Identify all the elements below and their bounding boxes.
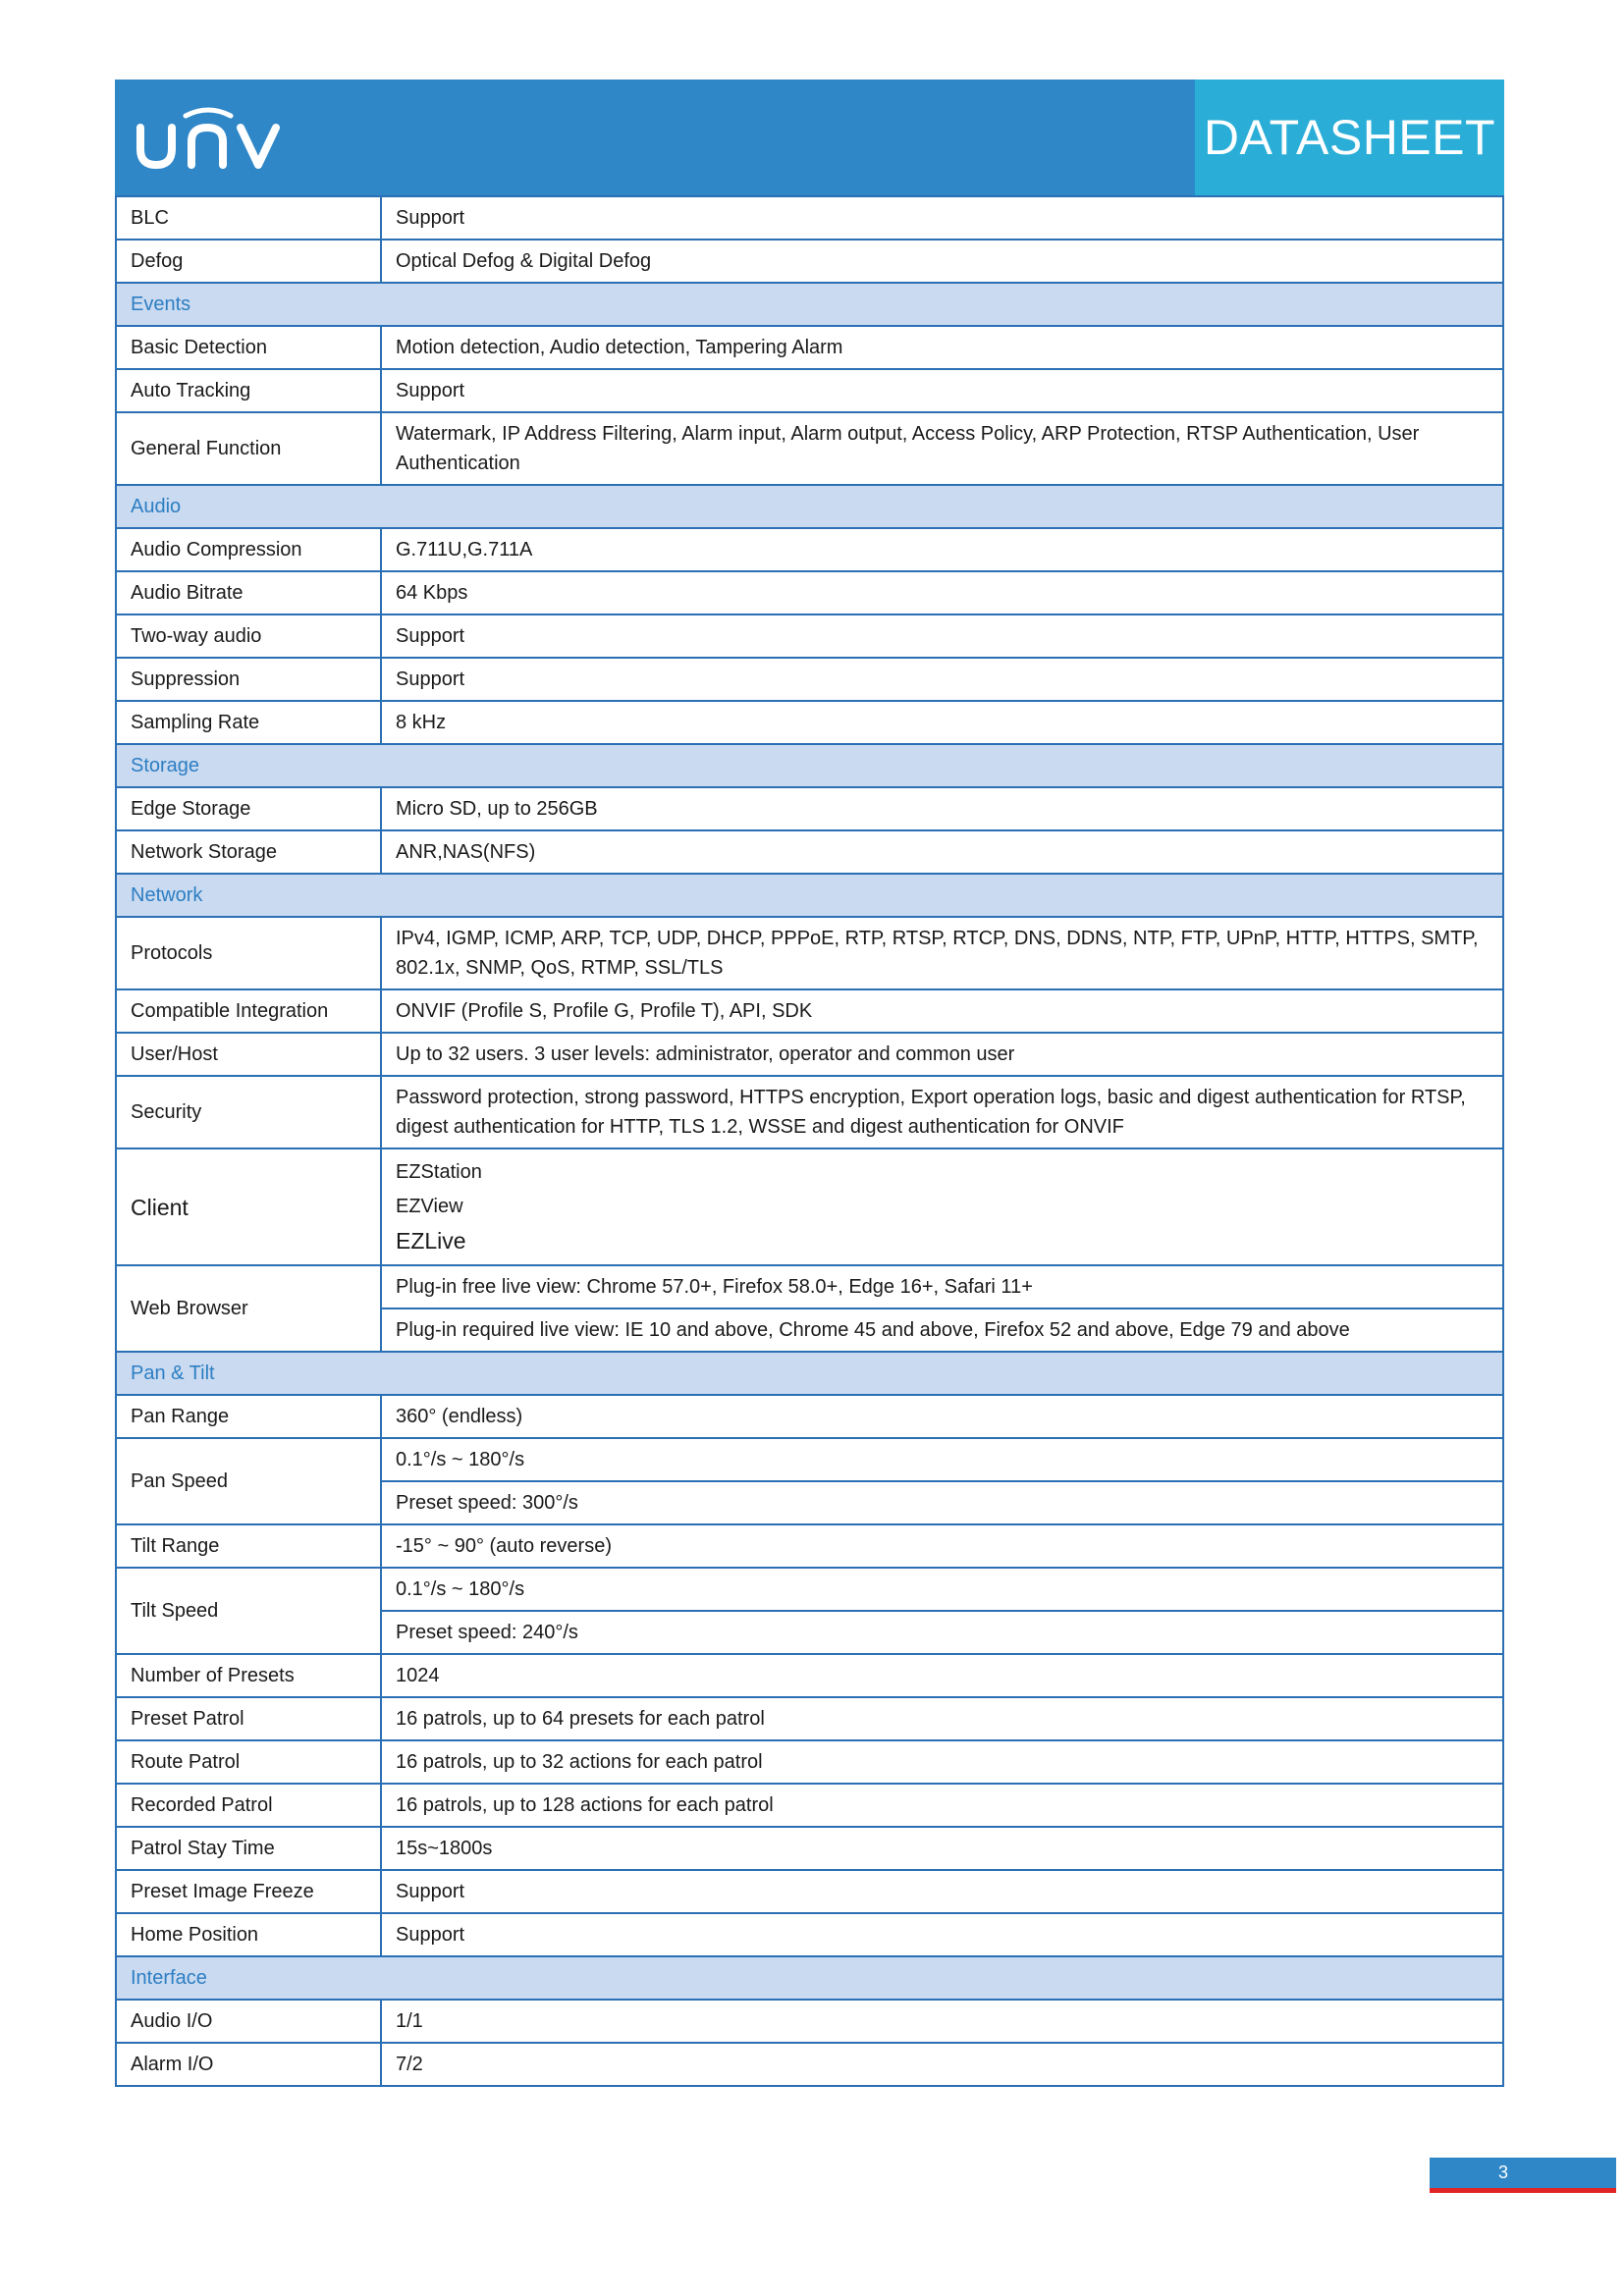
- table-row: [116, 571, 1503, 614]
- row-label: User/Host: [116, 1033, 381, 1076]
- row-label: Alarm I/O: [116, 2043, 381, 2086]
- row-label: Audio Compression: [116, 528, 381, 571]
- row-label: Patrol Stay Time: [116, 1827, 381, 1870]
- row-label: Security: [116, 1076, 381, 1148]
- section-header-interface: [116, 1956, 1503, 2000]
- page-number: 3: [1430, 2158, 1616, 2193]
- table-row: [116, 1033, 1503, 1076]
- row-label: Two-way audio: [116, 614, 381, 658]
- row-value: [381, 1148, 1503, 1265]
- table-row: [116, 1913, 1503, 1956]
- row-value: 0.1°/s ~ 180°/s: [381, 1438, 1503, 1481]
- row-value: Preset speed: 300°/s: [381, 1481, 1503, 1524]
- spec-table: [115, 195, 1504, 2087]
- table-row: [116, 614, 1503, 658]
- row-value: -15° ~ 90° (auto reverse): [381, 1524, 1503, 1568]
- table-row: [116, 701, 1503, 744]
- row-value: Preset speed: 240°/s: [381, 1611, 1503, 1654]
- row-value: ONVIF (Profile S, Profile G, Profile T), API, SDK: [381, 989, 1503, 1033]
- section-header-pan-tilt: [116, 1352, 1503, 1395]
- table-row: [116, 830, 1503, 874]
- row-value: Support: [381, 614, 1503, 658]
- table-row: [116, 1740, 1503, 1784]
- row-value: Password protection, strong password, HTTPS encryption, Export operation logs, basic and digest authentication for RTSP, digest authentication for HTTP, TLS 1.2, WSSE and digest authentication for ONVIF: [381, 1076, 1503, 1148]
- table-row: [116, 1148, 1503, 1265]
- section-title: Pan & Tilt: [116, 1352, 1503, 1395]
- table-row: [116, 989, 1503, 1033]
- table-row: [116, 787, 1503, 830]
- datasheet-header: [115, 80, 1504, 195]
- row-label: Number of Presets: [116, 1654, 381, 1697]
- row-value: 16 patrols, up to 128 actions for each patrol: [381, 1784, 1503, 1827]
- row-value: Motion detection, Audio detection, Tampering Alarm: [381, 326, 1503, 369]
- row-label: Pan Range: [116, 1395, 381, 1438]
- row-value: 8 kHz: [381, 701, 1503, 744]
- row-value: Support: [381, 1913, 1503, 1956]
- row-label: Network Storage: [116, 830, 381, 874]
- table-row: [116, 1784, 1503, 1827]
- table-row: [116, 1827, 1503, 1870]
- row-value: ANR,NAS(NFS): [381, 830, 1503, 874]
- row-label: Auto Tracking: [116, 369, 381, 412]
- row-value: Plug-in free live view: Chrome 57.0+, Firefox 58.0+, Edge 16+, Safari 11+: [381, 1265, 1503, 1308]
- row-label: Recorded Patrol: [116, 1784, 381, 1827]
- row-value: G.711U,G.711A: [381, 528, 1503, 571]
- row-value: 7/2: [381, 2043, 1503, 2086]
- row-label: Compatible Integration: [116, 989, 381, 1033]
- row-value: Support: [381, 658, 1503, 701]
- row-value: Support: [381, 196, 1503, 240]
- table-row: [116, 658, 1503, 701]
- row-label: Audio Bitrate: [116, 571, 381, 614]
- row-label: Defog: [116, 240, 381, 283]
- row-label: Suppression: [116, 658, 381, 701]
- row-label: Audio I/O: [116, 2000, 381, 2043]
- row-label: Client: [116, 1148, 381, 1265]
- row-label: BLC: [116, 196, 381, 240]
- row-value: 16 patrols, up to 32 actions for each patrol: [381, 1740, 1503, 1784]
- section-header-network: [116, 874, 1503, 917]
- section-title: Interface: [116, 1956, 1503, 2000]
- row-value: Up to 32 users. 3 user levels: administrator, operator and common user: [381, 1033, 1503, 1076]
- section-header-storage: [116, 744, 1503, 787]
- table-row: [116, 1395, 1503, 1438]
- row-value: Micro SD, up to 256GB: [381, 787, 1503, 830]
- table-row: [116, 196, 1503, 240]
- section-title: Storage: [116, 744, 1503, 787]
- row-value: Support: [381, 369, 1503, 412]
- table-row: [116, 412, 1503, 485]
- unv-logo: [115, 80, 1195, 195]
- row-label: Web Browser: [116, 1265, 381, 1352]
- table-row: [116, 2043, 1503, 2086]
- table-row: [116, 326, 1503, 369]
- row-value: 16 patrols, up to 64 presets for each patrol: [381, 1697, 1503, 1740]
- row-label: Preset Image Freeze: [116, 1870, 381, 1913]
- table-row: [116, 1697, 1503, 1740]
- row-label: Route Patrol: [116, 1740, 381, 1784]
- table-row: [116, 528, 1503, 571]
- row-label: Home Position: [116, 1913, 381, 1956]
- table-row: [116, 1870, 1503, 1913]
- row-label: Protocols: [116, 917, 381, 989]
- section-title: Audio: [116, 485, 1503, 528]
- table-row: [116, 2000, 1503, 2043]
- section-title: Network: [116, 874, 1503, 917]
- row-label: Edge Storage: [116, 787, 381, 830]
- row-label: Sampling Rate: [116, 701, 381, 744]
- table-row: [116, 240, 1503, 283]
- table-row: [116, 917, 1503, 989]
- section-header-events: [116, 283, 1503, 326]
- row-value: 1/1: [381, 2000, 1503, 2043]
- row-value: Plug-in required live view: IE 10 and above, Chrome 45 and above, Firefox 52 and above, Edge 79 and above: [381, 1308, 1503, 1352]
- row-value: IPv4, IGMP, ICMP, ARP, TCP, UDP, DHCP, PPPoE, RTP, RTSP, RTCP, DNS, DDNS, NTP, FTP, UPnP, HTTP, HTTPS, SMTP, 802.1x, SNMP, QoS, RTMP, SSL/TLS: [381, 917, 1503, 989]
- unv-logo-icon: [135, 102, 282, 173]
- table-row: [116, 1076, 1503, 1148]
- table-row: [116, 369, 1503, 412]
- row-value: Support: [381, 1870, 1503, 1913]
- row-value: 64 Kbps: [381, 571, 1503, 614]
- section-header-audio: [116, 485, 1503, 528]
- row-label: Pan Speed: [116, 1438, 381, 1524]
- row-value: Watermark, IP Address Filtering, Alarm input, Alarm output, Access Policy, ARP Protection, RTSP Authentication, User Authentication: [381, 412, 1503, 485]
- datasheet-badge: DATASHEET: [1195, 80, 1504, 195]
- section-title: Events: [116, 283, 1503, 326]
- table-row: [116, 1568, 1503, 1611]
- row-label: Tilt Speed: [116, 1568, 381, 1654]
- row-value: 15s~1800s: [381, 1827, 1503, 1870]
- row-value: 1024: [381, 1654, 1503, 1697]
- row-value: 360° (endless): [381, 1395, 1503, 1438]
- client-item: EZStation: [396, 1161, 482, 1183]
- table-row: [116, 1438, 1503, 1481]
- row-label: Preset Patrol: [116, 1697, 381, 1740]
- client-item: EZView: [396, 1196, 463, 1217]
- row-value: 0.1°/s ~ 180°/s: [381, 1568, 1503, 1611]
- row-label: Basic Detection: [116, 326, 381, 369]
- row-label: General Function: [116, 412, 381, 485]
- table-row: [116, 1654, 1503, 1697]
- table-row: [116, 1265, 1503, 1308]
- row-value: Optical Defog & Digital Defog: [381, 240, 1503, 283]
- client-item: EZLive: [396, 1228, 466, 1254]
- table-row: [116, 1524, 1503, 1568]
- row-label: Tilt Range: [116, 1524, 381, 1568]
